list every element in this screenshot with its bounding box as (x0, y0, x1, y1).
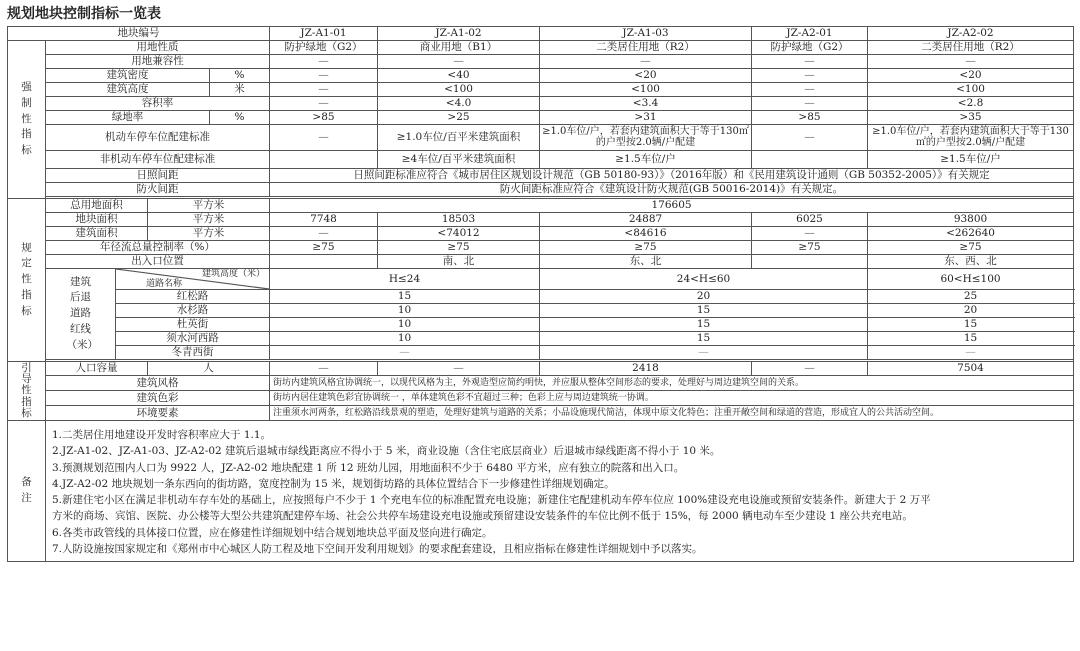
table-row (8, 332, 1074, 346)
setback-diagonal-header (116, 269, 270, 290)
row-unit: 米 (210, 83, 270, 97)
row-unit: % (210, 69, 270, 83)
table-row (8, 97, 1074, 111)
road-name: 冬青西街 (116, 346, 270, 360)
table-row (8, 241, 1074, 255)
table-row (8, 69, 1074, 83)
table-cell: ≥75 (868, 241, 1074, 255)
table-cell: 20 (868, 304, 1074, 318)
table-cell: ≥1.0车位/户，若套内建筑面积大于等于130㎡的户型按2.0辆/户配建 (868, 125, 1074, 151)
table-cell: 25 (868, 290, 1074, 304)
table-cell: <2.8 (868, 97, 1074, 111)
table-cell: — (378, 362, 540, 376)
table-cell: <100 (540, 83, 752, 97)
table-cell: — (270, 227, 378, 241)
table-cell: — (752, 69, 868, 83)
table-row (8, 151, 1074, 169)
note-line: 4.JZ-A2-02 地块规划一条东西向的街坊路，宽度控制为 15 米，规划街坊路的具体位置结合下一步修建性详细规划确定。 (52, 477, 615, 490)
height-band: 60<H≤100 (868, 269, 1074, 290)
row-unit: 平方米 (148, 199, 270, 213)
table-cell: 商业用地（B1） (378, 41, 540, 55)
table-cell: 防火间距标准应符合《建筑设计防火规范(GB 50016-2014)》有关规定。 (270, 183, 1074, 197)
row-unit: 平方米 (148, 213, 270, 227)
row-label: 建筑色彩 (46, 391, 270, 406)
table-cell: — (270, 97, 378, 111)
table-cell: >35 (868, 111, 1074, 125)
row-label: 用地性质 (46, 41, 270, 55)
table-cell (752, 255, 868, 269)
plot-id-cell: JZ-A1-02 (378, 27, 540, 41)
table-row (8, 376, 1074, 391)
row-unit: % (210, 111, 270, 125)
table-cell (752, 151, 868, 169)
row-label: 绿地率 (46, 111, 210, 125)
table-cell: 6025 (752, 213, 868, 227)
table-cell: <84616 (540, 227, 752, 241)
row-label: 非机动车停车位配建标准 (46, 151, 270, 169)
notes-cell (46, 421, 1074, 562)
row-label: 防火间距 (46, 183, 270, 197)
table-cell: 15 (868, 332, 1074, 346)
table-cell: 10 (270, 332, 540, 346)
table-row (8, 125, 1074, 151)
table-cell: ≥1.0车位/百平米建筑面积 (378, 125, 540, 151)
table-cell: — (752, 55, 868, 69)
row-label: 建筑面积 (46, 227, 148, 241)
table-cell: <100 (378, 83, 540, 97)
row-label: 机动车停车位配建标准 (46, 125, 270, 151)
table-cell: — (540, 55, 752, 69)
table-cell: <262640 (868, 227, 1074, 241)
plot-id-label: 地块编号 (8, 27, 270, 41)
row-label: 建筑风格 (46, 376, 270, 391)
table-cell: 南、北 (378, 255, 540, 269)
table-cell: — (270, 125, 378, 151)
table-cell: — (752, 227, 868, 241)
table-cell: <100 (868, 83, 1074, 97)
plot-id-cell: JZ-A1-01 (270, 27, 378, 41)
table-row (8, 391, 1074, 406)
table-cell: — (270, 362, 378, 376)
table-cell: — (270, 55, 378, 69)
plot-id-cell: JZ-A2-02 (868, 27, 1074, 41)
table-cell: 街坊内建筑风格宜协调统一，以现代风格为主，外观造型应简约明快，并应服从整体空间形态的要求，处理好与周边建筑空间的关系。 (270, 376, 1074, 391)
group-label-regulatory: 规定性指标 (8, 199, 46, 362)
row-label: 建筑密度 (46, 69, 210, 83)
table-row (8, 199, 1074, 213)
table-row (8, 183, 1074, 197)
table-cell: — (752, 362, 868, 376)
table-cell: 93800 (868, 213, 1074, 227)
row-unit: 平方米 (148, 227, 270, 241)
table-cell: 注重须水河两条，红松路沿线景观的塑造，处理好建筑与道路的关系；小品设施现代简洁，体现中原文化特色；注重开敞空间和绿道的营造，形成宜人的公共活动空间。 (270, 406, 1074, 421)
table-cell: 10 (270, 318, 540, 332)
table-cell: 24887 (540, 213, 752, 227)
table-cell: — (868, 346, 1074, 360)
table-cell: — (378, 55, 540, 69)
table-cell: — (752, 97, 868, 111)
table-cell: — (868, 55, 1074, 69)
header-row (8, 27, 1074, 41)
note-line: 2.JZ-A1-02、JZ-A1-03、JZ-A2-02 建筑后退城市绿线距离应不得小于 5 米，商业设施（含住宅底层商业）后退城市绿线距离不得小于 10 米。 (52, 445, 721, 458)
table-cell: <74012 (378, 227, 540, 241)
table-cell: 二类居住用地（R2） (868, 41, 1074, 55)
row-label: 容积率 (46, 97, 270, 111)
note-line: 1.二类居住用地建设开发时容积率应大于 1.1。 (52, 429, 272, 441)
table-row (8, 318, 1074, 332)
table-cell: 二类居住用地（R2） (540, 41, 752, 55)
table-cell: <4.0 (378, 97, 540, 111)
table-cell: 防护绿地（G2） (752, 41, 868, 55)
table-cell: ≥75 (752, 241, 868, 255)
row-label: 人口容量 (46, 362, 148, 376)
table-cell: ≥75 (378, 241, 540, 255)
table-row (8, 227, 1074, 241)
diag-top-label: 建筑高度（米） (202, 269, 266, 279)
table-cell: 15 (540, 318, 868, 332)
table-cell: <3.4 (540, 97, 752, 111)
note-line: 3.预测规划范围内人口为 9922 人，JZ-A2-02 地块配建 1 所 12 班幼儿园，用地面积不少于 6480 平方米，应有独立的院落和出入口。 (52, 461, 685, 474)
row-label: 年径流总量控制率（%） (46, 241, 270, 255)
road-name: 红松路 (116, 290, 270, 304)
table-cell: 15 (540, 332, 868, 346)
table-cell: >25 (378, 111, 540, 125)
table-row (8, 406, 1074, 421)
row-label: 建筑高度 (46, 83, 210, 97)
diag-bottom-label: 道路名称 (146, 278, 183, 289)
table-cell: 10 (270, 304, 540, 318)
plot-id-cell: JZ-A1-03 (540, 27, 752, 41)
table-row (8, 111, 1074, 125)
table-cell: <20 (868, 69, 1074, 83)
table-cell: 防护绿地（G2） (270, 41, 378, 55)
table-cell: 7748 (270, 213, 378, 227)
plot-id-cell: JZ-A2-01 (752, 27, 868, 41)
table-cell: 街坊内居住建筑色彩宜协调统一 ，单体建筑色彩不宜超过三种；色彩上应与周边建筑统一协调。 (270, 391, 1074, 406)
road-name: 杜英街 (116, 318, 270, 332)
control-index-table (7, 26, 1074, 562)
table-cell: ≥1.0车位/户，若套内建筑面积大于等于130㎡的户型按2.0辆/户配建 (540, 125, 752, 151)
note-line: 方米的商场、宾馆、医院、办公楼等大型公共建筑配建停车场、社会公共停车场建设充电设施或预留建设安装条件的车位比例不低于 15%，每 2000 辆电动车至少建设 1 座公共充电站。 (52, 510, 913, 523)
table-cell: — (270, 83, 378, 97)
table-cell: — (752, 83, 868, 97)
road-name: 须水河西路 (116, 332, 270, 346)
page-title: 规划地块控制指标一览表 (7, 6, 161, 22)
table-cell: ≥4车位/百平米建筑面积 (378, 151, 540, 169)
note-line: 6.各类市政管线的具体接口位置，应在修建性详细规划中结合规划地块总平面及竖向进行确定。 (52, 526, 493, 539)
group-label-notes: 备注 (8, 421, 46, 562)
table-cell: 2418 (540, 362, 752, 376)
table-cell (270, 151, 378, 169)
table-row (8, 55, 1074, 69)
table-cell: ≥1.5车位/户 (540, 151, 752, 169)
table-cell: <40 (378, 69, 540, 83)
row-label: 用地兼容性 (46, 55, 270, 69)
table-row (8, 346, 1074, 360)
table-row (8, 362, 1074, 376)
table-cell: ≥1.5车位/户 (868, 151, 1074, 169)
group-label-mandatory: 强制性指标 (8, 41, 46, 199)
row-label: 总用地面积 (46, 199, 148, 213)
table-cell: 18503 (378, 213, 540, 227)
row-unit: 人 (148, 362, 270, 376)
table-cell: 176605 (270, 199, 1074, 213)
table-cell: — (270, 69, 378, 83)
notes-row (8, 421, 1074, 562)
table-cell: 7504 (868, 362, 1074, 376)
table-cell: ≥75 (540, 241, 752, 255)
table-row (8, 83, 1074, 97)
height-band: H≤24 (270, 269, 540, 290)
table-cell: >85 (270, 111, 378, 125)
table-cell (270, 255, 378, 269)
row-label: 环境要素 (46, 406, 270, 421)
note-line: 5.新建住宅小区在满足非机动车存车处的基础上，应按照每户不少于 1 个充电车位的标准配置充电设施；新建住宅配建机动车停车位应 100%建设充电设施或预留安装条件。新建大于 2 万平 (52, 494, 931, 507)
table-cell: 日照间距标准应符合《城市居住区规划设计规范（GB 50180-93）》（2016年版）和《民用建筑设计通则（GB 50352-2005）》有关规定 (270, 169, 1074, 183)
table-cell: 15 (270, 290, 540, 304)
table-row (8, 213, 1074, 227)
table-cell: 15 (868, 318, 1074, 332)
table-cell: >85 (752, 111, 868, 125)
setback-header-row (8, 269, 1074, 290)
table-row (8, 169, 1074, 183)
table-cell: 20 (540, 290, 868, 304)
row-label: 日照间距 (46, 169, 270, 183)
height-band: 24<H≤60 (540, 269, 868, 290)
table-cell: — (752, 125, 868, 151)
table-cell: — (270, 346, 540, 360)
table-cell: <20 (540, 69, 752, 83)
group-label-guiding: 引导性指标 (8, 362, 46, 421)
table-cell: 东、北 (540, 255, 752, 269)
table-row (8, 304, 1074, 318)
table-row (8, 290, 1074, 304)
table-cell: — (540, 346, 868, 360)
row-label: 地块面积 (46, 213, 148, 227)
table-cell: 东、西、北 (868, 255, 1074, 269)
row-label: 出入口位置 (46, 255, 270, 269)
table-row (8, 41, 1074, 55)
table-cell: >31 (540, 111, 752, 125)
table-row (8, 255, 1074, 269)
note-line: 7.人防设施按国家规定和《郑州市中心城区人防工程及地下空间开发利用规划》的要求配套建设，且相应指标在修建性详细规划中予以落实。 (52, 542, 703, 555)
table-cell: 15 (540, 304, 868, 318)
road-name: 水杉路 (116, 304, 270, 318)
setback-label: 建筑后退道路红线（米） (46, 269, 116, 360)
table-cell: ≥75 (270, 241, 378, 255)
